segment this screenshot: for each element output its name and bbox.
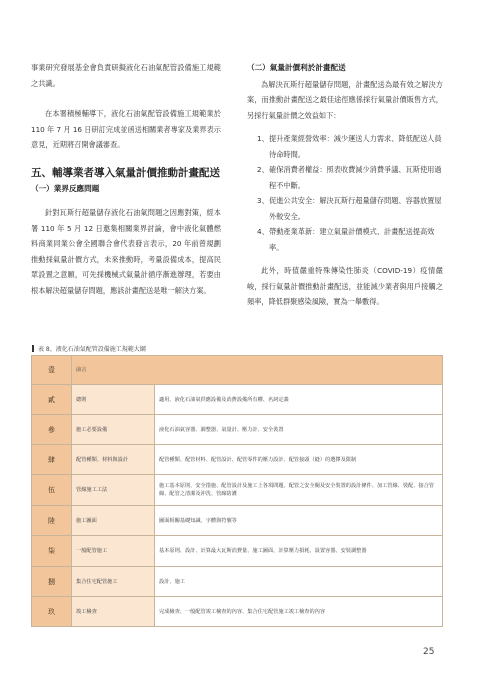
caption-bar-icon [32,345,34,352]
row-description: 液化石油氣容器、調整器、氣量計、壓力計、安全裝置 [155,415,443,445]
table-row [32,597,443,627]
table-row [32,356,443,385]
right-paragraph-2: 此外，時值嚴重特殊傳染性肺炎（COVID-19）疫情嚴峻，採行氣量計價推動計畫配送，並能減少業者與用戶接觸之頻率，降低群聚感染風險，實為一舉數得。 [247,266,443,306]
table-row [32,567,443,597]
row-description: 圖面相關基礎知識、字體與符號等 [155,506,443,536]
left-paragraph-1: 事業研究發展基金會負責研擬液化石油氣配管設備施工規範之共識。 [31,63,221,88]
left-paragraph-3: 針對瓦斯行超量儲存液化石油氣問題之因應對策，經本署 110 年 5 月 12 日邀集相關業界討論，會中液化氣體燃料商業同業公會全國聯合會代表發言表示，20 年前曾規劃推動採氣量計價方式，未來推動時，考量設備成本，提高民眾設置之意願，可先採機械式氣量計循序漸進辦理，若要由根本解決超量儲存問題，應該計畫配送是唯一解決方案。 [31,208,221,295]
benefit-list [247,131,443,255]
row-item: 總則 [72,385,155,415]
table-row [32,385,443,415]
row-number: 伍 [32,475,72,506]
row-item: 配管種類、材料與設計 [72,445,155,475]
list-text: 確保消費者權益：照表收費減少消費爭議、瓦斯使用過程不中斷。 [269,165,442,190]
row-item: 施工圖面 [72,506,155,536]
right-paragraph-1: 為解決瓦斯行超量儲存問題，計畫配送為最有效之解決方案，而推動計畫配送之最佳途徑應係採行氣量計價販售方式，另採行氣量計價之效益如下： [247,79,443,120]
row-description: 施工基本原則、安全措施、配管設計及施工上各項問題、配管之安全閥及安全裝置的設計條件、加工管線、裝配、接合管線、配管之清潔及沖洗、管線防護 [155,475,443,506]
row-item: 竣工檢查 [72,597,155,627]
row-number: 玖 [32,597,72,627]
list-number: 4、 [257,227,269,236]
right-column [247,60,443,310]
row-description: 設計、施工 [155,567,443,597]
list-number: 1、 [257,134,269,143]
list-text: 提升產業經營效率：減少運送人力需求、降低配送人員待命時間。 [269,134,442,159]
list-text: 帶動產業革新：建立氣量計價模式、計畫配送提高效率。 [269,227,435,252]
list-item [247,131,443,162]
row-description: 配管種類、配管材料、配管設計、配管零件的壓力設計、配管接頭（縫）的選擇及限制 [155,445,443,475]
row-description: 適用、液化石油氣供應設備及消費設備所有權、名詞定義 [155,385,443,415]
row-number: 肆 [32,445,72,475]
row-number: 柒 [32,536,72,567]
row-item: 一般配管施工 [72,536,155,567]
table-row [32,475,443,506]
list-item [247,162,443,193]
row-number: 貳 [32,385,72,415]
row-item: 前言 [72,356,443,385]
spec-table [31,355,443,627]
left-paragraph-2: 在本署積極輔導下，液化石油氣配管設備施工規範業於 110 年 7 月 16 日研訂完成並函送相關業者專家及業界表示意見，近期將召開會議審查。 [31,109,221,149]
section-title: 五、輔導業者導入氣量計價推動計畫配送 [31,166,220,179]
row-item: 施工必要設備 [72,415,155,445]
table-row [32,415,443,445]
list-item [247,193,443,224]
list-number: 2、 [257,165,269,174]
right-subsection-title: （二）氣量計價利於計畫配送 [247,63,346,72]
table-caption-text: 表 8、液化石油氣配管設備施工規範大綱 [38,346,146,353]
row-description: 基本原則、設計、計算最大瓦斯消費量、施工圖面、計算壓力損耗、設置容器、安裝調整器 [155,536,443,567]
table-row [32,445,443,475]
row-description: 完成檢查、一般配管竣工檢查的內容、集合住宅配管施工竣工檢查的內容 [155,597,443,627]
row-item: 集合住宅配管施工 [72,567,155,597]
table-caption [32,344,146,353]
page-number: 25 [423,647,435,657]
list-item [247,224,443,255]
left-column [31,60,221,298]
left-subsection-title: （一）業界反應問題 [31,183,100,193]
row-item: 管線施工工法 [72,475,155,506]
list-number: 3、 [257,196,269,205]
list-text: 促進公共安全：解決瓦斯行超量儲存問題、容器放置屋外較安全。 [269,196,442,221]
row-number: 陸 [32,506,72,536]
table-row [32,506,443,536]
row-number: 參 [32,415,72,445]
table-row [32,536,443,567]
row-number: 捌 [32,567,72,597]
row-number: 壹 [32,356,72,385]
